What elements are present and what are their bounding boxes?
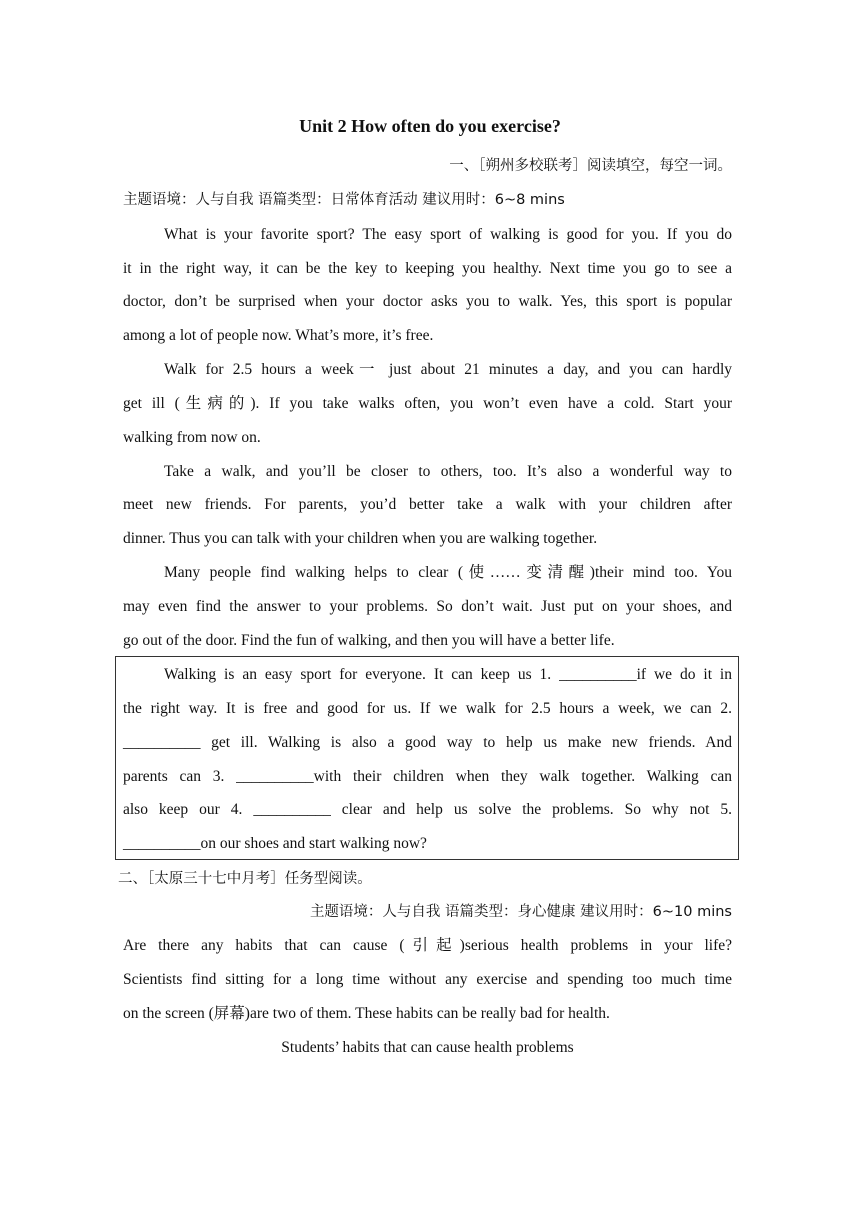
passage-line: get ill (生病的). If you take walks often, you won’t even have a cold. Start your: [123, 395, 732, 412]
passage-line: What is your favorite sport? The easy sport of walking is good for you. If you do: [164, 226, 732, 243]
passage-line: meet new friends. For parents, you’d better take a walk with your children after: [123, 496, 732, 513]
section2-meta: 主题语境：人与自我 语篇类型：身心健康 建议用时：6~10 mins: [309, 904, 732, 920]
passage-line: dinner. Thus you can talk with your children when you are walking together.: [123, 530, 598, 547]
passage-line: walking from now on.: [123, 429, 261, 446]
passage-line: on the screen (屏幕)are two of them. These habits can be really bad for health.: [123, 1005, 610, 1022]
table-title: Students’ habits that can cause health problems: [281, 1039, 574, 1056]
passage-line: among a lot of people now. What’s more, it’s free.: [123, 327, 434, 344]
section1-heading: 一、［朔州多校联考］阅读填空，每空一词。: [449, 158, 732, 174]
section1-meta: 主题语境：人与自我 语篇类型：日常体育活动 建议用时：6~8 mins: [123, 192, 565, 208]
passage-line: go out of the door. Find the fun of walking, and then you will have a better life.: [123, 632, 615, 649]
passage-line: Are there any habits that can cause (引起)serious health problems in your life?: [123, 937, 732, 954]
summary-line: parents can 3. __________with their children when they walk together. Walking can: [123, 768, 732, 785]
summary-box: [115, 656, 739, 860]
summary-line: also keep our 4. __________ clear and help us solve the problems. So why not 5.: [123, 801, 732, 818]
summary-line: __________ get ill. Walking is also a good way to help us make new friends. And: [123, 734, 732, 751]
passage-line: doctor, don’t be surprised when your doctor asks you to walk. Yes, this sport is popular: [123, 293, 732, 310]
passage-line: it in the right way, it can be the key to keeping you healthy. Next time you go to see a: [123, 260, 732, 277]
summary-line: Walking is an easy sport for everyone. It can keep us 1. __________if we do it in: [164, 666, 732, 683]
summary-line: the right way. It is free and good for us. If we walk for 2.5 hours a week, we can 2.: [123, 700, 732, 717]
passage-line: Take a walk, and you’ll be closer to others, too. It’s also a wonderful way to: [164, 463, 732, 480]
summary-line: __________on our shoes and start walking now?: [123, 835, 427, 852]
section2-heading: 二、［太原三十七中月考］任务型阅读。: [118, 871, 372, 887]
passage-line: Many people find walking helps to clear (使……变清醒)their mind too. You: [164, 564, 732, 581]
passage-line: Walk for 2.5 hours a week一 just about 21 minutes a day, and you can hardly: [164, 361, 732, 378]
passage-line: may even find the answer to your problems. So don’t wait. Just put on your shoes, and: [123, 598, 732, 615]
passage-line: Scientists find sitting for a long time without any exercise and spending too much time: [123, 971, 732, 988]
page-title: Unit 2 How often do you exercise?: [299, 116, 561, 136]
